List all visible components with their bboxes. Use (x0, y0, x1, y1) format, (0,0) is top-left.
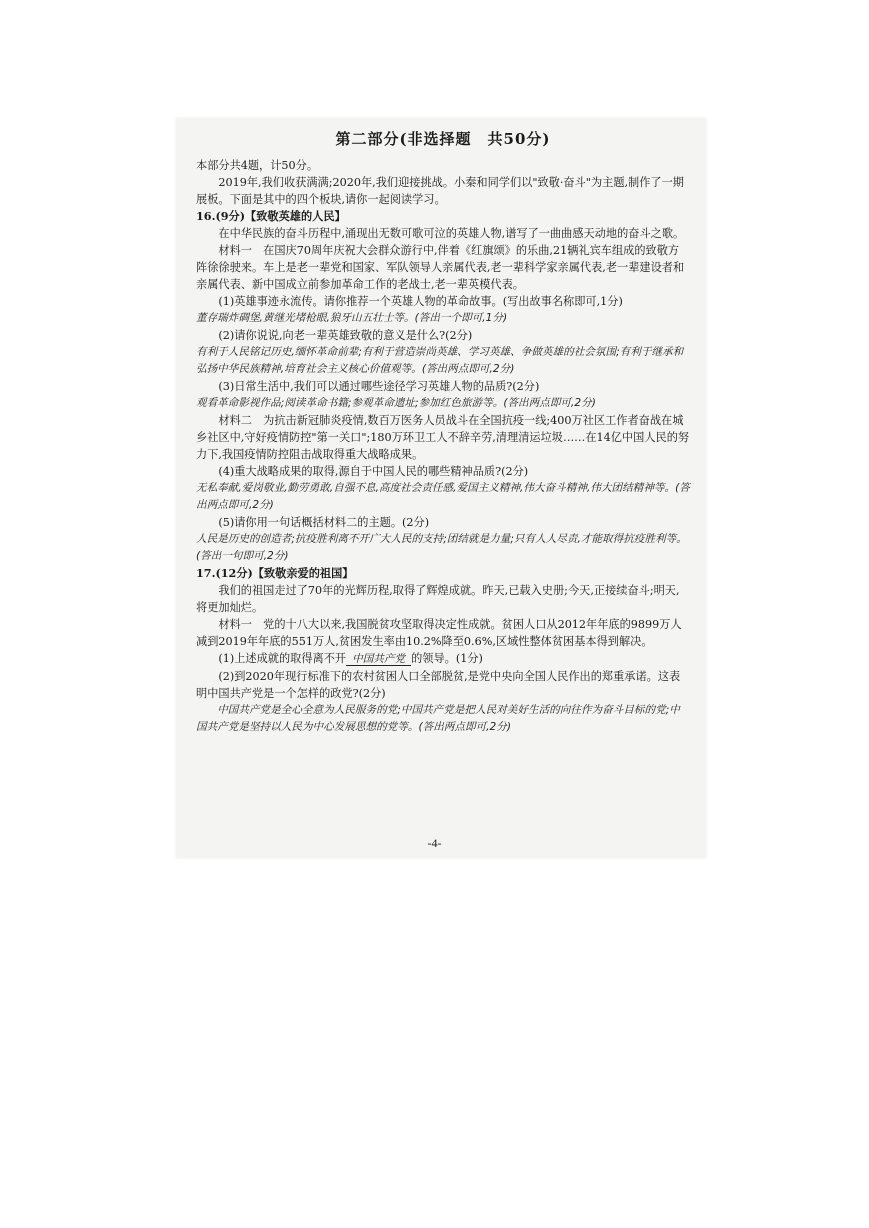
q17-sub1-post: 的领导。(1分) (411, 652, 483, 665)
q16-sub1-answer: 董存瑞炸碉堡,黄继光堵枪眼,狼牙山五壮士等。(答出一个即可,1分) (196, 312, 508, 324)
q16-heading: 16.(9分)【致敬英雄的人民】 (196, 209, 346, 223)
section-lead: 2019年,我们收获满满;2020年,我们迎接挑战。小秦和同学们以"致敬·奋斗"为主题,制作了一期展板。下面是其中的四个板块,请你一起阅读学习。 (196, 176, 684, 206)
page-number: -4- (427, 836, 442, 850)
q17-sub1 (196, 650, 690, 668)
q16-sub2-answer: 有利于人民铭记历史,缅怀革命前辈;有利于营造崇尚英雄、学习英雄、争做英雄的社会氛围;有利于继承和弘扬中华民族精神,培育社会主义核心价值观等。(答出两点即可,2分) (196, 346, 684, 375)
q17-heading: 17.(12分)【致敬亲爱的祖国】 (196, 566, 354, 580)
q17-sub2-question: (2)到2020年现行标准下的农村贫困人口全部脱贫,是党中央向全国人民作出的郑重承诺。这表明中国共产党是一个怎样的政党?(2分) (196, 670, 681, 700)
q17-intro: 我们的祖国走过了70年的光辉历程,取得了辉煌成就。昨天,已载入史册;今天,正接续奋斗;明天,将更加灿烂。 (196, 584, 680, 614)
q16-sub4-question: (4)重大战略成果的取得,源自于中国人民的哪些精神品质?(2分) (218, 465, 529, 478)
q16-sub3-question: (3)日常生活中,我们可以通过哪些途径学习英雄人物的品质?(2分) (218, 380, 540, 393)
q16-sub4-answer: 无私奉献,爱岗敬业,勤劳勇敢,自强不息,高度社会责任感,爱国主义精神,伟大奋斗精神,伟大团结精神等。(答出两点即可,2分) (196, 482, 690, 511)
exam-content (196, 126, 690, 736)
q16-intro: 在中华民族的奋斗历程中,涌现出无数可歌可泣的英雄人物,谱写了一曲曲感天动地的奋斗之歌。 (218, 227, 685, 240)
q17-material1: 材料一 党的十八大以来,我国脱贫攻坚取得决定性成就。贫困人口从2012年年底的9899万人减到2019年年底的551万人,贫困发生率由10.2%降至0.6%,区域性整体贫困基本得到解决。 (196, 618, 682, 648)
q16-sub1-question: (1)英雄事迹永流传。请你推荐一个英雄人物的革命故事。(写出故事名称即可,1分) (218, 295, 623, 308)
q16-sub5-question: (5)请你用一句话概括材料二的主题。(2分) (218, 516, 430, 529)
q16-material2: 材料二 为抗击新冠肺炎疫情,数百万医务人员战斗在全国抗疫一线;400万社区工作者奋战在城乡社区中,守好疫情防控"第一关口";180万环卫工人不辞辛劳,清理清运垃圾……在14亿中国人民的努力下,我国疫情防控阻击战取得重大战略成果。 (196, 414, 690, 461)
q17-sub2-answer: 中国共产党是全心全意为人民服务的党;中国共产党是把人民对美好生活的向往作为奋斗目标的党;中国共产党是坚持以人民为中心发展思想的党等。(答出两点即可,2分) (196, 704, 680, 733)
q16-sub2-question: (2)请你说说,向老一辈英雄致敬的意义是什么?(2分) (218, 329, 473, 342)
section-intro: 本部分共4题，计50分。 (196, 159, 319, 172)
q17-sub1-pre: (1)上述成就的取得离不开 (218, 652, 347, 665)
q16-sub3-answer: 观看革命影视作品;阅读革命书籍;参观革命遗址;参加红色旅游等。(答出两点即可,2分) (196, 397, 596, 409)
section-title: 第二部分(非选择题 共50分) (335, 130, 551, 148)
q16-sub5-answer: 人民是历史的创造者;抗疫胜利离不开广大人民的支持;团结就是力量;只有人人尽责,才能取得抗疫胜利等。(答出一句即可,2分) (196, 533, 687, 562)
q17-sub1-blank-answer: 中国共产党 (346, 653, 411, 666)
q16-material1: 材料一 在国庆70周年庆祝大会群众游行中,伴着《红旗颂》的乐曲,21辆礼宾车组成的致敬方阵徐徐驶来。车上是老一辈党和国家、军队领导人亲属代表,老一辈科学家亲属代表,老一辈建设者和亲属代表、新中国成立前参加革命工作的老战士,老一辈英模代表。 (196, 244, 685, 291)
